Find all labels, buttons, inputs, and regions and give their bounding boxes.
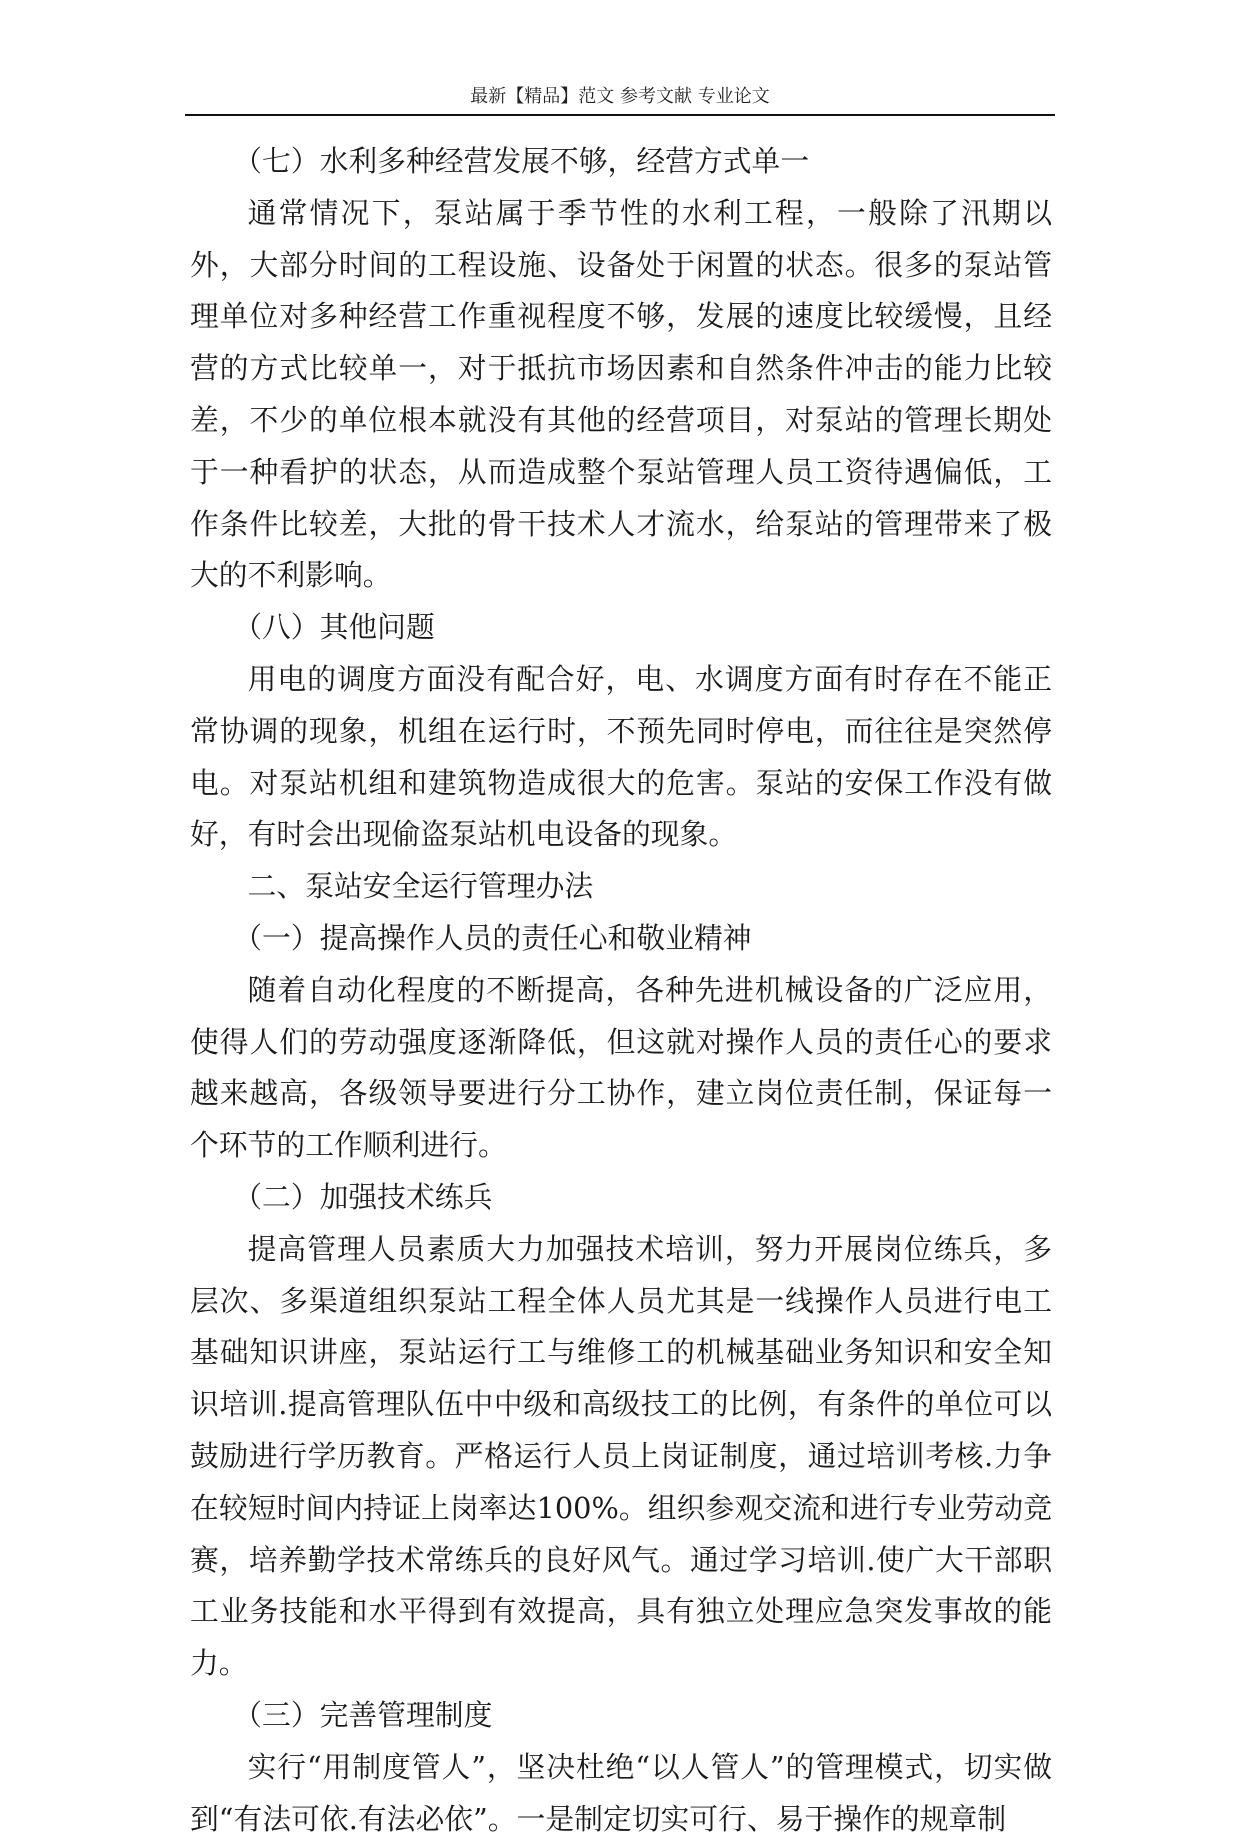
- section-heading-2-2: （二）加强技术练兵: [233, 1179, 493, 1214]
- section-heading-7: （七）水利多种经营发展不够，经营方式单一: [233, 144, 810, 178]
- paragraph-pump-station-operation: 通常情况下，泵站属于季节性的水利工程，一般除了汛期以外，大部分时间的工程设施、设备处于闲置的状态。很多的泵站管理单位对多种经营工作重视程度不够，发展的速度比较缓慢，且经营的方式比较单一，对于抵抗市场因素和自然条件冲击的能力比较差，不少的单位根本就没有其他的经营项目，对泵站的管理长期处于一种看护的状态，从而造成整个泵站管理人员工资待遇偏低，工作条件比较差，大批的骨干技术人才流水，给泵站的管理带来了极大的不利影响。: [190, 195, 1052, 593]
- section-heading-2-3: （三）完善管理制度: [233, 1697, 493, 1732]
- paragraph-power-dispatch: 用电的调度方面没有配合好，电、水调度方面有时存在不能正常协调的现象，机组在运行时，不预先同时停电，而往往是突然停电。对泵站机组和建筑物造成很大的危害。泵站的安保工作没有做好，有时会出现偷盗泵站机电设备的现象。: [190, 661, 1052, 852]
- section-heading-2-1: （一）提高操作人员的责任心和敬业精神: [233, 920, 752, 955]
- section-heading-8: （八）其他问题: [233, 610, 435, 645]
- chapter-heading-2: 二、泵站安全运行管理办法: [247, 869, 594, 904]
- page-header: 最新【精品】范文 参考文献 专业论文: [185, 80, 1055, 116]
- document-body: [190, 136, 1052, 1845]
- paragraph-responsibility: 随着自动化程度的不断提高，各种先进机械设备的广泛应用，使得人们的劳动强度逐渐降低，但这就对操作人员的责任心的要求越来越高，各级领导要进行分工协作，建立岗位责任制，保证每一个环节的工作顺利进行。: [190, 972, 1052, 1163]
- paragraph-management-system: 实行“用制度管人”，坚决杜绝“以人管人”的管理模式，切实做到“有法可依.有法必依”。一是制定切实可行、易于操作的规章制: [190, 1749, 1052, 1836]
- paragraph-technical-training: 提高管理人员素质大力加强技术培训，努力开展岗位练兵，多层次、多渠道组织泵站工程全体人员尤其是一线操作人员进行电工基础知识讲座，泵站运行工与维修工的机械基础业务知识和安全知识培训.提高管理队伍中中级和高级技工的比例，有条件的单位可以鼓励进行学历教育。严格运行人员上岗证制度，通过培训考核.力争在较短时间内持证上岗率达100%。组织参观交流和进行专业劳动竞赛，培养勤学技术常练兵的良好风气。通过学习培训.使广大干部职工业务技能和水平得到有效提高，具有独立处理应急突发事故的能力。: [190, 1231, 1052, 1681]
